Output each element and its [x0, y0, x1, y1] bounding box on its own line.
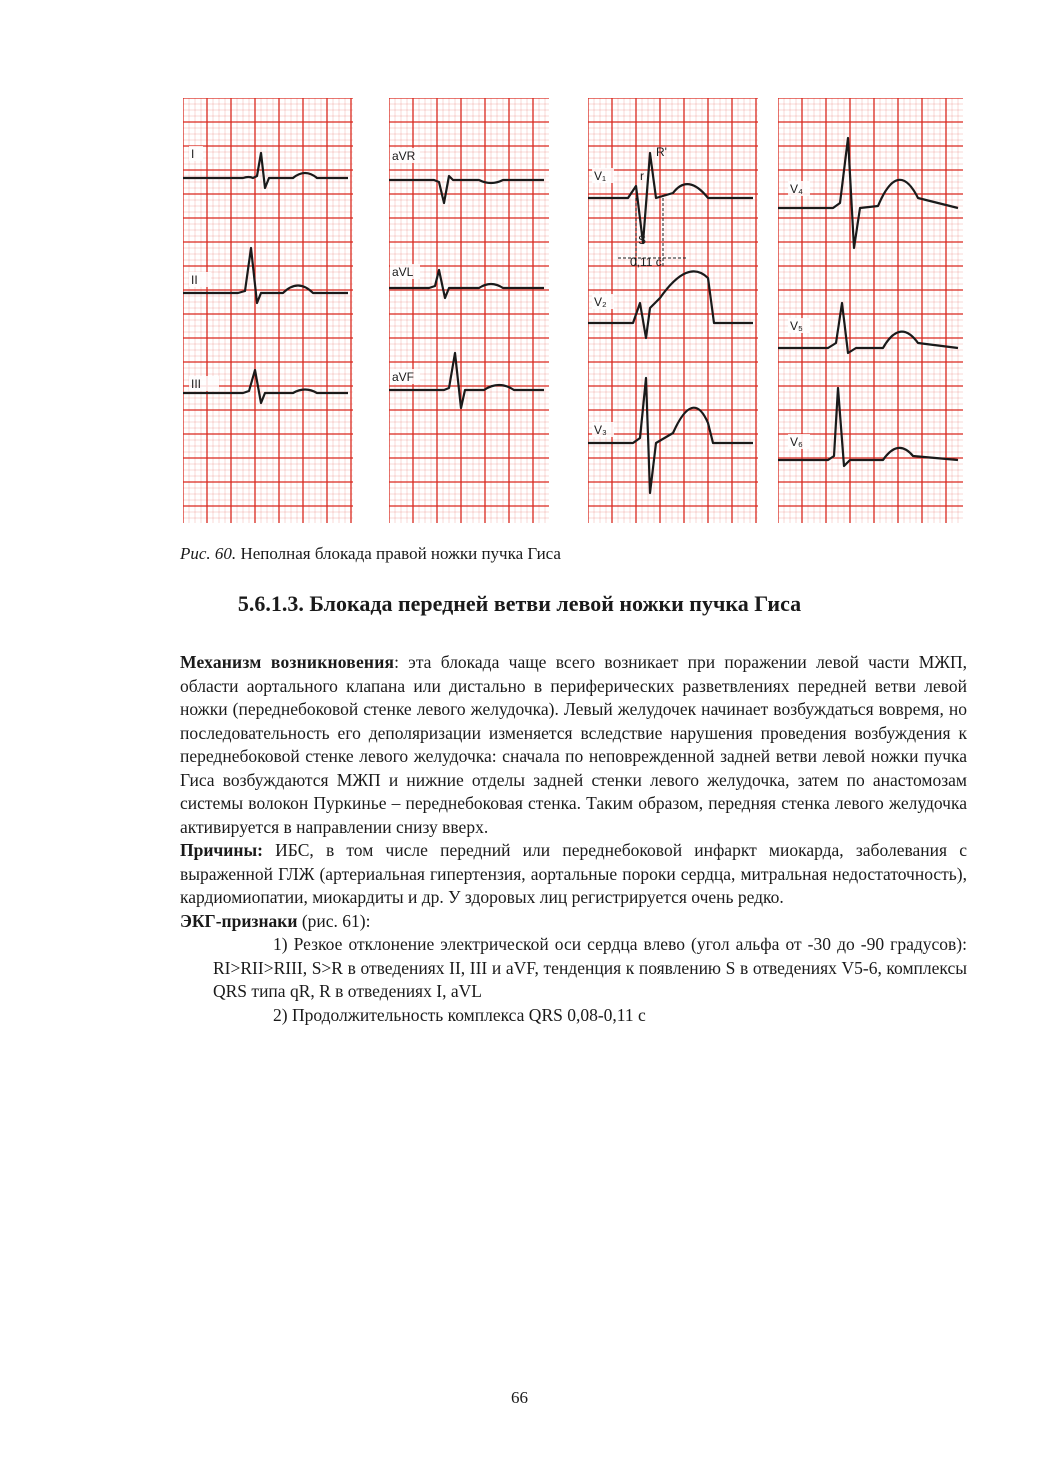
ecg-annotation: S	[638, 233, 647, 247]
lead-label: V₂	[594, 295, 607, 309]
ecg-annotation: r	[640, 169, 644, 183]
lead-label: aVR	[392, 149, 416, 163]
lead-label: V₁	[594, 169, 607, 183]
ecg-grid	[588, 98, 758, 523]
lead-label: III	[191, 377, 202, 391]
ecg-figure	[183, 98, 963, 523]
page-number: 66	[511, 1388, 528, 1407]
ecg-signs-list	[180, 933, 967, 1027]
ecg-panel-limb-leads	[183, 98, 353, 523]
lead-label: V₅	[790, 319, 803, 333]
mechanism-label: Механизм возникновения	[180, 652, 395, 672]
ecg-panel-v4-v6	[778, 98, 963, 523]
ecg-grid	[183, 98, 353, 523]
list-item-number: 2)	[273, 1004, 288, 1025]
list-item	[213, 1004, 967, 1028]
lead-label: II	[191, 273, 198, 287]
lead-label: V₃	[594, 423, 607, 437]
lead-label: I	[191, 147, 195, 161]
ecg-grid	[389, 98, 549, 523]
mechanism-paragraph	[180, 651, 967, 839]
list-item-text: Продолжительность комплекса QRS 0,08-0,11 с	[291, 1004, 646, 1025]
causes-text: ИБС, в том числе передний или переднебоковой инфаркт миокарда, заболевания с выраженной ГЛЖ (артериальная гипертензия, аортальные пороки сердца, митральная недостаточность), кардиомиопатии, миокардиты и др. У здоровых лиц регистрируется очень редко.	[180, 840, 967, 907]
lead-label: V₄	[790, 182, 803, 196]
ecg-panel-augmented-leads	[389, 98, 549, 523]
caption-text: Неполная блокада правой ножки пучка Гиса	[236, 544, 561, 563]
lead-label: V₆	[790, 435, 803, 449]
caption-label: Рис. 60.	[180, 544, 237, 563]
list-item-number: 1)	[273, 934, 288, 954]
ecg-signs-text: (рис. 61):	[297, 910, 371, 931]
list-item-text: Резкое отклонение электрической оси сердца влево (угол альфа от -30 до -90 градусов): RI>RII>RIII, S>R в отведениях II, III и aVF, тенденция к появлению S в отведениях V5-6, комплексы QRS типа qR, R в отведениях I, aVL	[213, 934, 967, 1001]
ecg-annotation: 0,11 с	[630, 255, 662, 269]
ecg-grid	[778, 98, 963, 523]
ecg-trace	[588, 153, 753, 243]
ecg-panel-v1-v3	[588, 98, 758, 523]
list-item	[213, 933, 967, 1004]
causes-label: Причины:	[180, 840, 263, 860]
ecg-annotation: R'	[656, 145, 667, 159]
body-text	[180, 651, 967, 1027]
figure-caption	[180, 544, 561, 564]
causes-paragraph	[180, 839, 967, 910]
lead-label: aVF	[392, 370, 415, 384]
mechanism-text: : эта блокада чаще всего возникает при поражении левой части МЖП, области аортального клапана или дистально в периферических разветвлениях передней ветви левой ножки (переднебоковой стенке левого желудочка). Левый желудочек начинает возбуждаться вовремя, но последовательность его деполяризации изменяется вследствие нарушения проведения возбуждения к переднебоковой стенке левого желудочка: сначала по неповрежденной задней ветви левой ножки пучка Гиса возбуждаются МЖП и нижние отделы задней стенки левого желудочка, затем по анастомозам системы волокон Пуркинье – переднебоковая стенка. Таким образом, передняя стенка левого желудочка активируется в направлении снизу вверх.	[180, 652, 968, 837]
ecg-trace	[389, 176, 544, 203]
ecg-signs-paragraph	[180, 910, 967, 934]
lead-label: aVL	[392, 265, 414, 279]
section-title: 5.6.1.3. Блокада передней ветви левой ножки пучка Гиса	[237, 591, 802, 616]
ecg-signs-label: ЭКГ-признаки	[180, 910, 298, 931]
